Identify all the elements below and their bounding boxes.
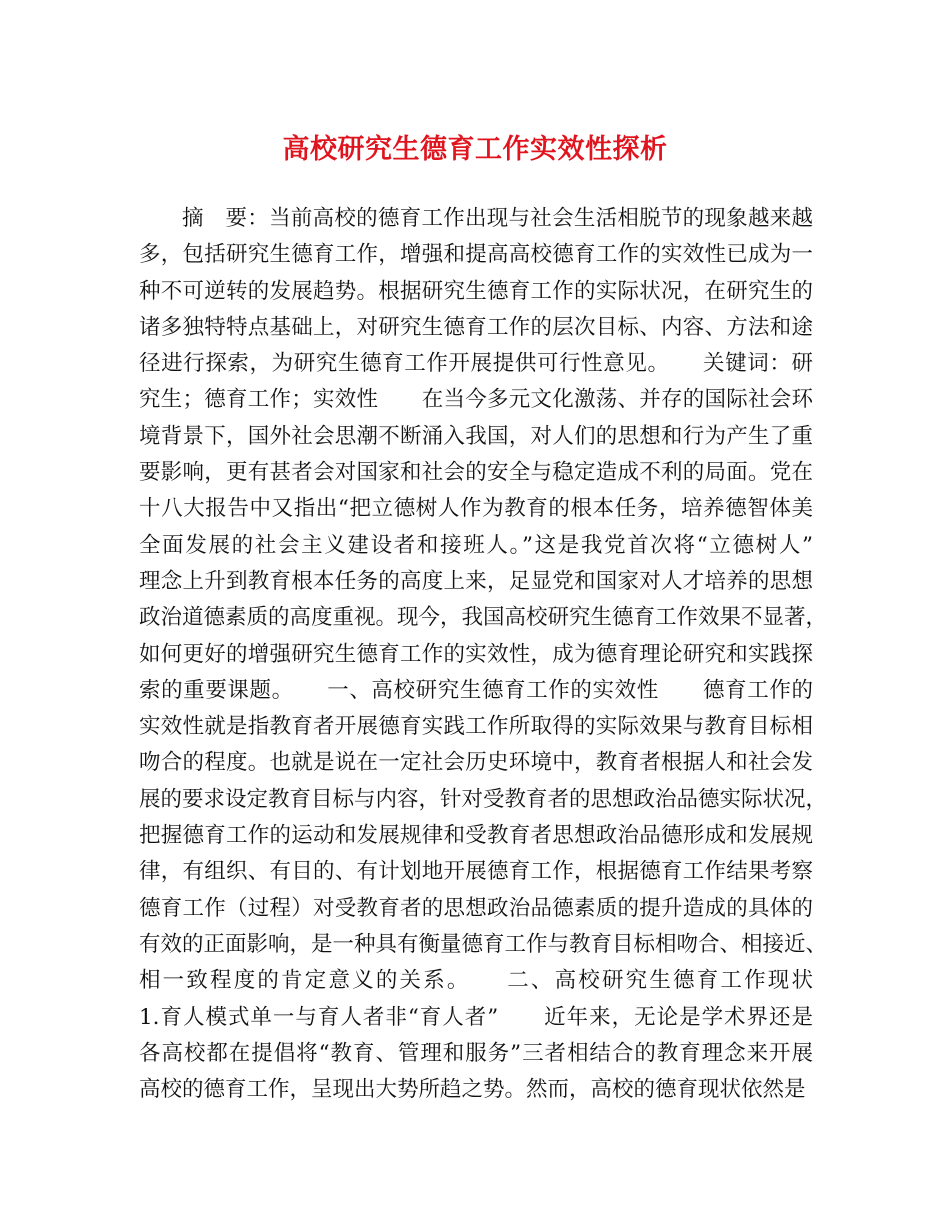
body-line: 摘 要：当前高校的德育工作出现与社会生活相脱节的现象越来越 (182, 206, 813, 231)
body-line: 有效的正面影响，是一种具有衡量德育工作与教育目标相吻合、相接近、 (139, 931, 828, 957)
body-line: 各高校都在提倡将“教育、管理和服务”三者相结合的教育理念来开展 (139, 1040, 813, 1066)
body-line: 律，有组织、有目的、有计划地开展德育工作，根据德育工作结果考察 (139, 859, 813, 885)
body-line: 政治道德素质的高度重视。现今，我国高校研究生德育工作效果不显著， (139, 605, 828, 631)
body-line: 理念上升到教育根本任务的高度上来，足显党和国家对人才培养的思想 (139, 568, 813, 594)
document-title: 高校研究生德育工作实效性探析 (282, 134, 668, 165)
body-line: 径进行探索，为研究生德育工作开展提供可行性意见。 关键词：研 (139, 351, 813, 377)
body-line: 吻合的程度。也就是说在一定社会历史环境中，教育者根据人和社会发 (139, 750, 813, 776)
document-body (139, 201, 828, 1108)
body-line: 高校的德育工作，呈现出大势所趋之势。然而，高校的德育现状依然是 (139, 1077, 806, 1103)
body-line: 诸多独特特点基础上，对研究生德育工作的层次目标、内容、方法和途 (139, 314, 813, 340)
body-line: 德育工作（过程）对受教育者的思想政治品德素质的提升造成的具体的 (139, 895, 813, 921)
body-line: 相一致程度的肯定意义的关系。 二、高校研究生德育工作现状 (139, 968, 813, 994)
body-line: 多，包括研究生德育工作，增强和提高高校德育工作的实效性已成为一 (139, 242, 813, 268)
body-line: 要影响，更有甚者会对国家和社会的安全与稳定造成不利的局面。党在 (139, 460, 813, 486)
body-line: 种不可逆转的发展趋势。根据研究生德育工作的实际状况，在研究生的 (139, 278, 813, 304)
body-line: 展的要求设定教育目标与内容，针对受教育者的思想政治品德实际状况， (139, 786, 828, 812)
body-line: 如何更好的增强研究生德育工作的实效性，成为德育理论研究和实践探 (139, 641, 813, 667)
body-line: 实效性就是指教育者开展德育实践工作所取得的实际效果与教育目标相 (139, 714, 813, 740)
body-line: 1.育人模式单一与育人者非“育人者” 近年来，无论是学术界还是 (139, 1004, 813, 1030)
body-line: 把握德育工作的运动和发展规律和受教育者思想政治品德形成和发展规 (139, 823, 813, 849)
body-line: 境背景下，国外社会思潮不断涌入我国，对人们的思想和行为产生了重 (139, 423, 813, 449)
body-line: 全面发展的社会主义建设者和接班人。”这是我党首次将“立德树人” (139, 532, 813, 558)
body-line: 十八大报告中又指出“把立德树人作为教育的根本任务，培养德智体美 (139, 496, 813, 522)
body-line: 究生；德育工作；实效性 在当今多元文化激荡、并存的国际社会环 (139, 387, 813, 413)
body-line: 索的重要课题。 一、高校研究生德育工作的实效性 德育工作的 (139, 677, 813, 703)
